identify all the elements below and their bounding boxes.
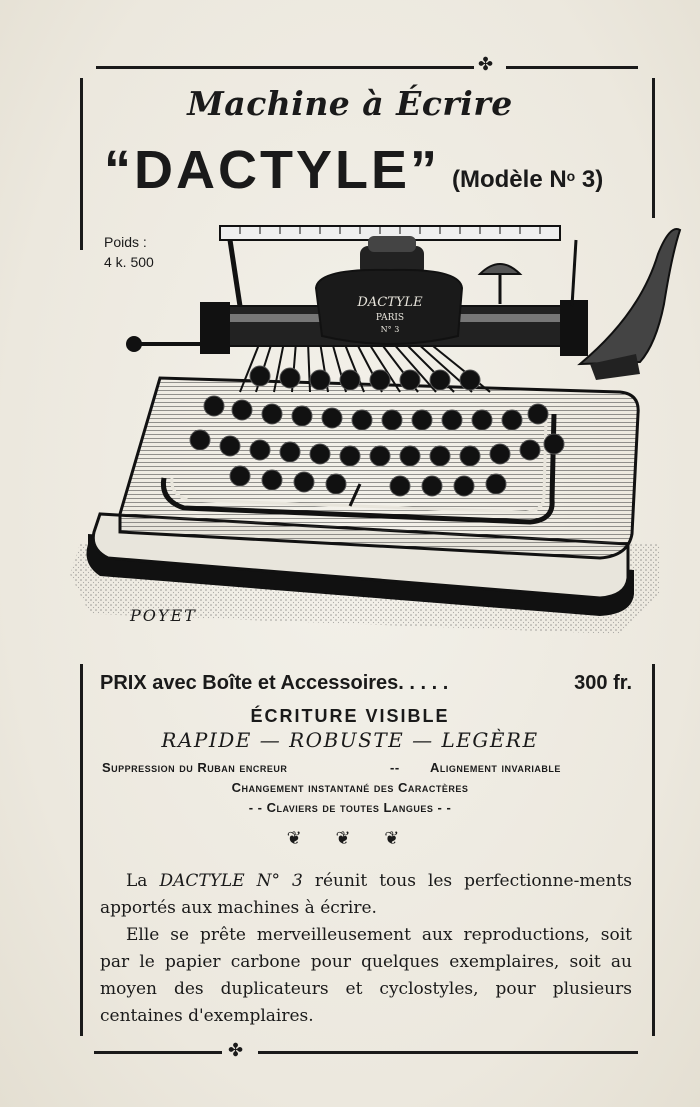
frame-bottom-right-rule [258, 1051, 638, 1054]
model-sup: o [566, 168, 576, 184]
price-amount: 300 fr. [574, 672, 632, 694]
plate-model: N° 3 [380, 325, 400, 334]
typewriter-illustration [60, 214, 682, 644]
weight-label: Poids : [104, 234, 147, 250]
plate-brand: DACTYLE [357, 295, 423, 310]
feature-ruban: Suppression du Ruban encreur [102, 760, 288, 775]
p1-text: réunit tous les perfectionne-ments apportés aux machines à écrire. [100, 871, 633, 918]
model-num: 3) [575, 166, 604, 193]
frame-bottom-left-rule [94, 1051, 222, 1054]
feature-claviers: - - Claviers de toutes Langues - - [248, 800, 452, 815]
model-label: (Modèle N [452, 166, 567, 193]
p1-prefix: La [126, 871, 160, 891]
frame-top-left-rule [96, 66, 474, 69]
qualities-line: RAPIDE — ROBUSTE — LEGÈRE [161, 728, 539, 752]
plate-city: PARIS [375, 313, 405, 323]
brand-title: “DACTYLE” [104, 140, 440, 200]
feature-separator: -- [390, 760, 400, 775]
feature-alignement: Alignement invariable [430, 760, 561, 775]
body-paragraph-2: Elle se prête merveilleusement aux reproductions, soit par le papier carbone pour quelques exemplaires, soit au moyen des duplicateurs et cyclostyles, pour plusieurs centaines d'exemplaires. [100, 925, 632, 1026]
engraver-signature: POYET [130, 606, 197, 625]
header-script-title: Machine à Écrire [187, 84, 513, 123]
frame-bottom-ornament: ✤ [228, 1040, 244, 1061]
price-label: PRIX avec Boîte et Accessoires. . . . . [100, 672, 449, 694]
price-line [100, 672, 632, 695]
frame-top-ornament: ✤ [478, 54, 494, 75]
body-paragraph-1 [100, 868, 632, 922]
weight-value: 4 k. 500 [104, 254, 154, 270]
model-number [452, 166, 603, 194]
feature-caracteres: Changement instantané des Caractères [231, 780, 469, 795]
ornament-divider: ❦ ❦ ❦ [286, 828, 414, 849]
frame-top-right-rule [506, 66, 638, 69]
headline-visible-writing: ÉCRITURE VISIBLE [250, 706, 450, 726]
p1-brand: DACTYLE N° 3 [159, 871, 303, 891]
